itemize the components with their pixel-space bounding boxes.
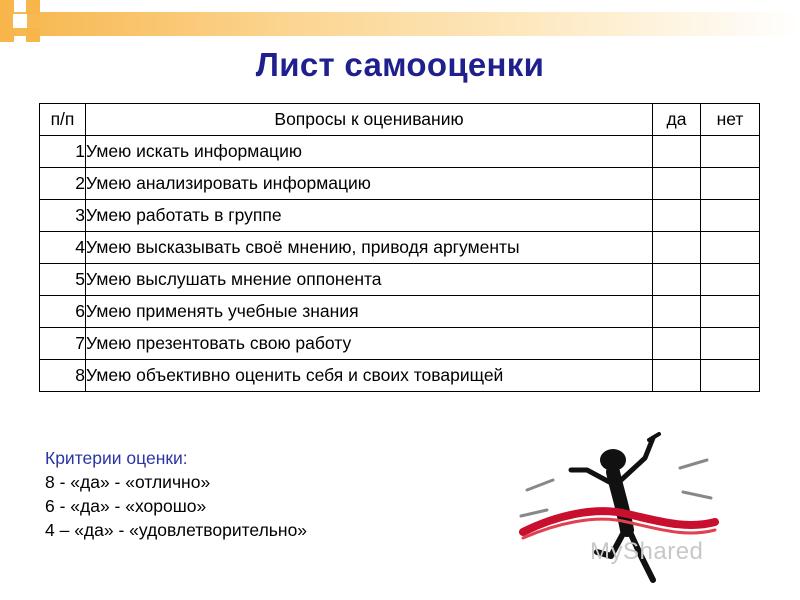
no-cell[interactable] (701, 328, 760, 360)
table-row (40, 168, 760, 200)
row-question: Умею анализировать информацию (86, 168, 653, 200)
yes-cell[interactable] (653, 296, 701, 328)
row-number: 3 (40, 200, 86, 232)
row-question: Умею искать информацию (86, 136, 653, 168)
row-number: 1 (40, 136, 86, 168)
no-cell[interactable] (701, 264, 760, 296)
criteria-line: 6 - «да» - «хорошо» (45, 496, 207, 516)
row-number: 4 (40, 232, 86, 264)
row-question: Умею презентовать свою работу (86, 328, 653, 360)
table-row (40, 360, 760, 392)
yes-cell[interactable] (653, 136, 701, 168)
corner-square (0, 28, 14, 42)
table-row (40, 232, 760, 264)
criteria-block (45, 446, 307, 542)
row-number: 2 (40, 168, 86, 200)
row-number: 8 (40, 360, 86, 392)
table-row (40, 200, 760, 232)
criteria-line: 4 – «да» - «удовлетворительно» (45, 520, 308, 540)
row-question: Умею выслушать мнение оппонента (86, 264, 653, 296)
table-row (40, 296, 760, 328)
row-question: Умею применять учебные знания (86, 296, 653, 328)
yes-cell[interactable] (653, 168, 701, 200)
no-cell[interactable] (701, 200, 760, 232)
criteria-line: 8 - «да» - «отлично» (45, 472, 211, 492)
row-question: Умею работать в группе (86, 200, 653, 232)
corner-square (26, 0, 40, 14)
runner-illustration (515, 430, 775, 590)
row-number: 6 (40, 296, 86, 328)
yes-cell[interactable] (653, 328, 701, 360)
row-number: 5 (40, 264, 86, 296)
yes-cell[interactable] (653, 200, 701, 232)
corner-square (13, 14, 27, 28)
no-cell[interactable] (701, 296, 760, 328)
column-header-yes: да (653, 104, 701, 136)
no-cell[interactable] (701, 232, 760, 264)
column-header-question: Вопросы к оцениванию (86, 104, 653, 136)
row-question: Умею объективно оценить себя и своих товарищей (86, 360, 653, 392)
yes-cell[interactable] (653, 360, 701, 392)
table-header-row (40, 104, 760, 136)
table-row (40, 328, 760, 360)
yes-cell[interactable] (653, 264, 701, 296)
table-row (40, 264, 760, 296)
self-assessment-table (39, 103, 760, 392)
row-question: Умею высказывать своё мнению, приводя аргументы (86, 232, 653, 264)
no-cell[interactable] (701, 168, 760, 200)
table-row (40, 136, 760, 168)
header-band (0, 12, 800, 36)
yes-cell[interactable] (653, 232, 701, 264)
column-header-number: п/п (40, 104, 86, 136)
criteria-heading: Критерии оценки: (45, 448, 188, 468)
no-cell[interactable] (701, 136, 760, 168)
page-title: Лист самооценки (255, 46, 545, 83)
corner-square (0, 0, 14, 14)
column-header-no: нет (701, 104, 760, 136)
corner-square (26, 28, 40, 42)
no-cell[interactable] (701, 360, 760, 392)
watermark: MyShared (590, 538, 704, 565)
row-number: 7 (40, 328, 86, 360)
